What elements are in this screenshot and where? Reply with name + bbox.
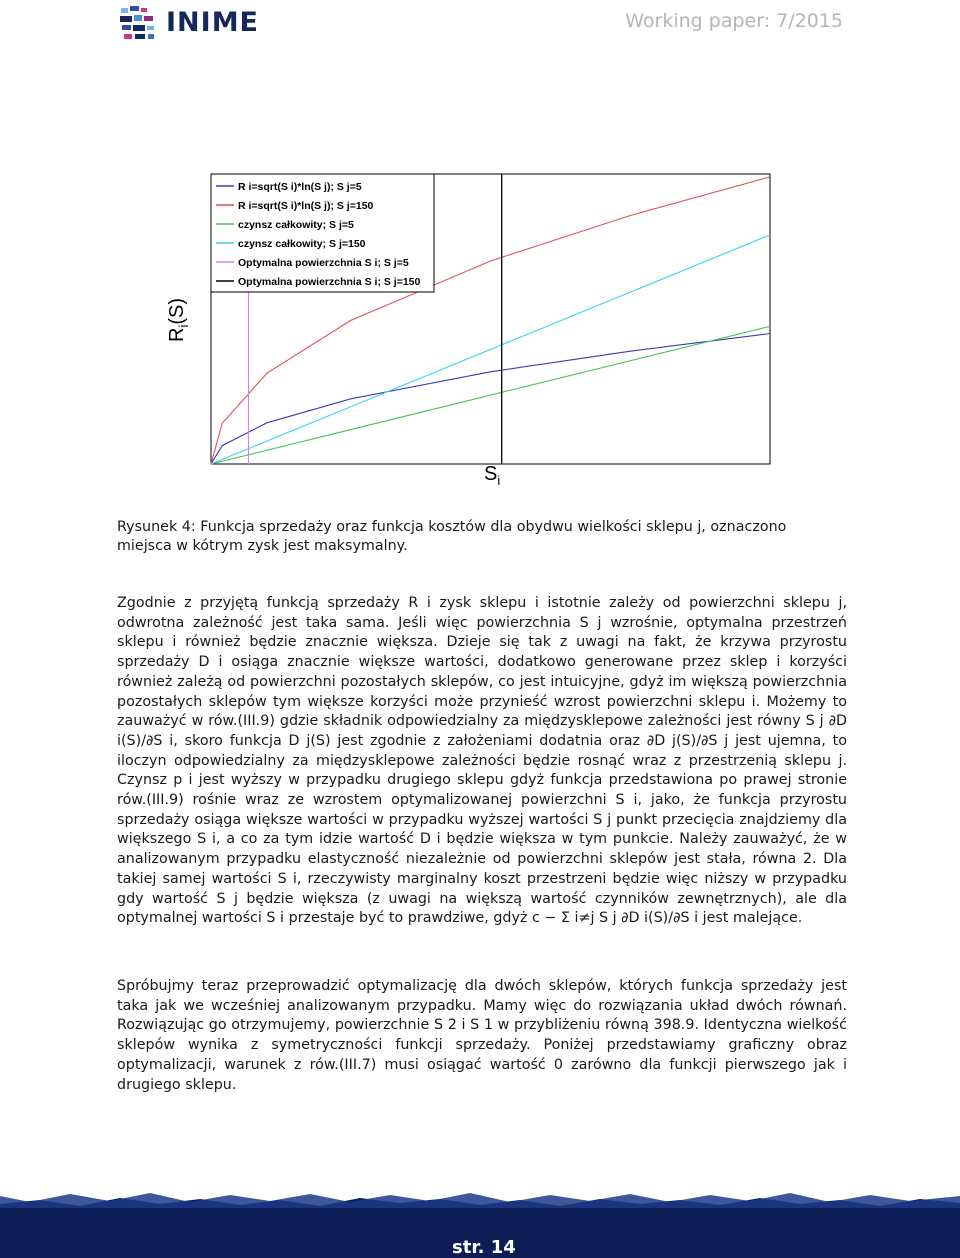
- figure-chart: [150, 150, 790, 510]
- legend-label-2: R i=sqrt(S i)*ln(S j); S j=150: [238, 200, 374, 212]
- legend-label-5: Optymalna powierzchnia S i; S j=5: [238, 257, 409, 269]
- paragraph-2: Spróbujmy teraz przeprowadzić optymalizację dla dwóch sklepów, których funkcja sprzedaży jest taka jak we wcześniej analizowanym przypadku. Mamy więc do rozwiązania układ dwóch równań. Rozwiązując go otrzymujemy, powierzchnie S 2 i S 1 w przybliżeniu równą 398.9. Identyczna wielkość sklepów wynika z symetryczności funkcji sprzedaży. Poniżej przedstawiamy graficzny obraz optymalizacji, warunek z rów.(III.7) musi osiągać wartość 0 zarówno dla funkcji pierwszego jak i drugiego sklepu.: [117, 978, 847, 1093]
- legend-label-4: czynsz całkowity; S j=150: [238, 238, 366, 250]
- legend-label-3: czynsz całkowity; S j=5: [238, 219, 354, 231]
- figure-caption: Rysunek 4: Funkcja sprzedaży oraz funkcja kosztów dla obydwu wielkości sklepu j, oznaczono miejsca w kótrym zysk jest maksymalny.: [117, 519, 787, 554]
- page-header: [0, 0, 960, 50]
- legend-label-1: R i=sqrt(S i)*ln(S j); S j=5: [238, 181, 362, 193]
- logo-text: INIME: [166, 7, 260, 38]
- inime-logo: [118, 4, 318, 42]
- legend-label-6: Optymalna powierzchnia S i; S j=150: [238, 276, 421, 288]
- paragraph-1: Zgodnie z przyjętą funkcją sprzedaży R i zysk sklepu i istotnie zależy od powierzchni sklepu j, odwrotna zależność jest taka sama. Jeśli więc powierzchnia S j wzrośnie, optymalna przestrzeń sklepu i również będzie znacznie większa. Dzieje się tak z uwagi na fakt, że krzywa przyrostu sprzedaży D i osiąga znacznie większe wartości, dodatkowo generowane przez sklep i korzyści również zależą od powierzchni pozostałych sklepów, co jest intuicyjne, gdyż im większą powierzchnia pozostałych sklepów tym większe korzyści może przynieść wzrost powierzchni sklepu i. Możemy to zauważyć w rów.(III.9) gdzie składnik odpowiedzialny za międzysklepowe zależności jest równy S j ∂D i(S)/∂S i, skoro funkcja D j(S) jest zgodnie z założeniami dodatnia oraz ∂D j(S)/∂S j jest ujemna, to iloczyn odpowiedzialny za międzysklepowe zależności będzie rosnąć wraz z przestrzenią sklepu j. Czynsz p i jest wyższy w przypadku drugiego sklepu gdyż funkcja przedstawiona po prawej stronie rów.(III.9) rośnie wraz ze wzrostem optymalizowanej powierzchni S i, jako, że funkcja przyrostu sprzedaży osiąga większe wartości w przypadku wyższej wartości S j punkt przecięcia znajdziemy dla większego S i, a co za tym idzie wartość D i będzie większa w tym punkcie. Należy zauważyć, że w analizowanym przypadku elastyczność niezależnie od powierzchni sklepów jest stała, równa 2. Dla takiej samej wartości S i, rzeczywisty marginalny koszt przestrzeni będzie więc niższy w przypadku gdy wartość S j będzie większa (z uwagi na większą wartość czynników zewnętrznych), ale dla optymalnej wartości S i przestaje być to prawdziwe, gdyż c − Σ i≠j S j ∂D i(S)/∂S i jest malejące.: [117, 595, 847, 927]
- x-axis-label: $S_i$: [484, 463, 501, 488]
- y-axis-label: $R_i(S)$: [166, 297, 191, 342]
- working-paper-label: Working paper: 7/2015: [625, 10, 843, 32]
- logo-mark-icon: [118, 4, 164, 42]
- page-number: str. 14: [452, 1237, 516, 1258]
